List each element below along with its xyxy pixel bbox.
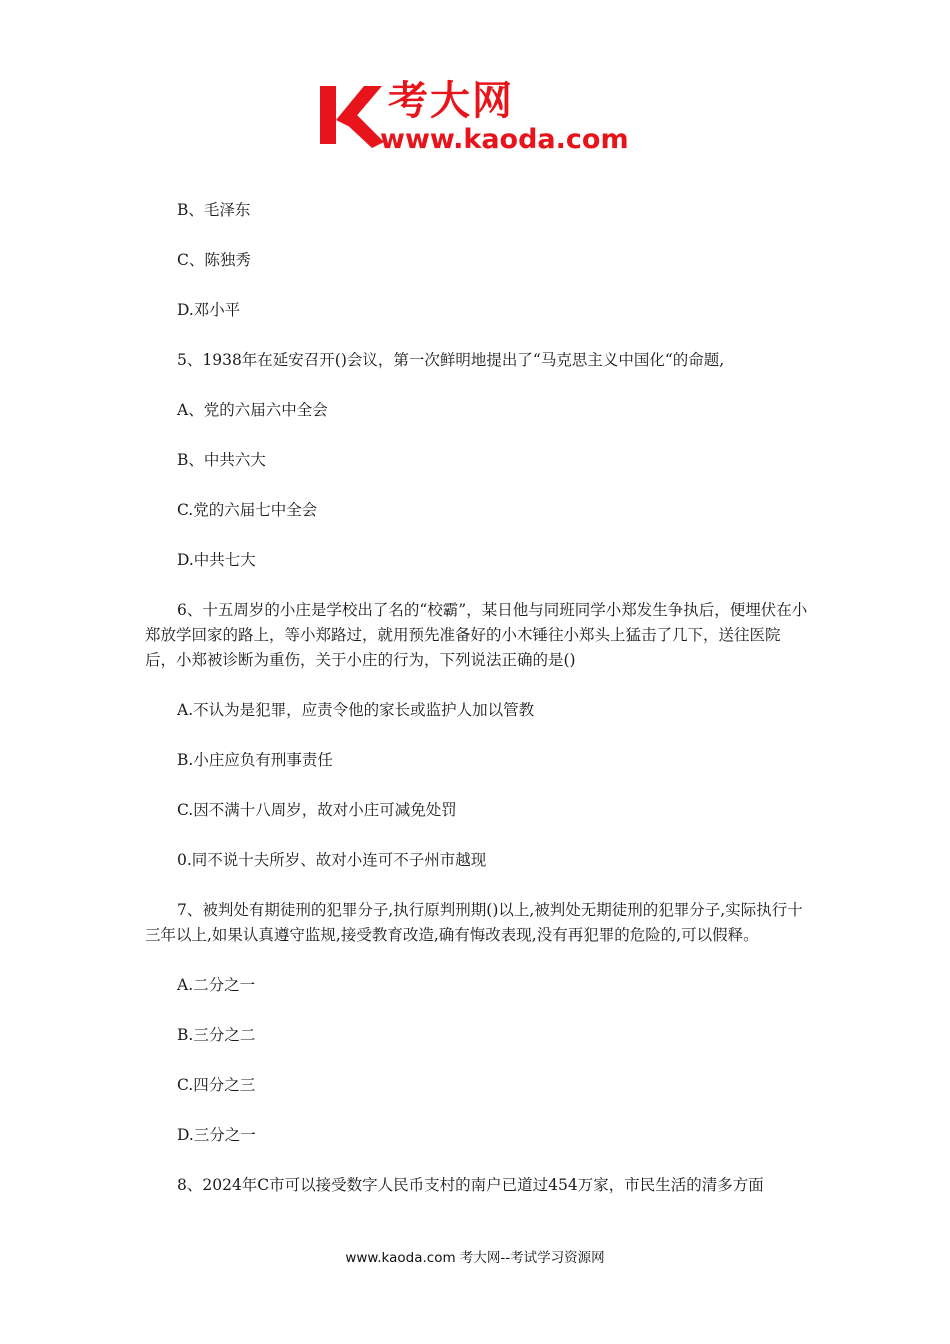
question-text: 7、被判处有期徒刑的犯罪分子,执行原判刑期()以上,被判处无期徒刑的犯罪分子,实际执行十三年以上,如果认真遵守监规,接受教育改造,确有悔改表现,没有再犯罪的危险的,可以假释。 — [145, 901, 803, 944]
paragraph-gap — [145, 823, 810, 848]
page-footer: www.kaoda.com 考大网--考试学习资源网 — [345, 1250, 605, 1266]
paragraph-gap — [145, 223, 810, 248]
logo-brand-url: www.kaoda.com — [380, 124, 629, 155]
question-text: 6、十五周岁的小庄是学校出了名的“校霸”，某日他与同班同学小郑发生争执后，便埋伏在小郑放学回家的路上，等小郑路过，就用预先准备好的小木锤往小郑头上猛击了几下，送往医院后，小郑被诊断为重伤，关于小庄的行为，下列说法正确的是() — [145, 601, 808, 669]
paragraph-gap — [145, 873, 810, 898]
answer-option: A.不认为是犯罪，应责令他的家长或监护人加以管教 — [177, 701, 535, 719]
paragraph-gap — [145, 273, 810, 298]
answer-option: B、毛泽东 — [177, 201, 251, 219]
paragraph-gap — [145, 1048, 810, 1073]
answer-option: D.中共七大 — [177, 551, 256, 569]
paragraph-gap — [145, 323, 810, 348]
paragraph-gap — [145, 1098, 810, 1123]
answer-option: B.小庄应负有刑事责任 — [177, 751, 333, 769]
question-text: 5、1938年在延安召开()会议，第一次鲜明地提出了“马克思主义中国化“的命题, — [177, 351, 725, 369]
answer-option: D.邓小平 — [177, 301, 241, 319]
k-logo-icon — [318, 80, 388, 150]
paragraph-gap — [145, 423, 810, 448]
answer-option: B.三分之二 — [177, 1026, 256, 1044]
site-logo — [318, 80, 638, 160]
answer-option: C、陈独秀 — [177, 251, 251, 269]
paragraph-gap — [145, 948, 810, 973]
paragraph-gap — [145, 473, 810, 498]
paragraph-gap — [145, 723, 810, 748]
question-text: 8、2024年C市可以接受数字人民币支村的南户已道过454万家，市民生活的清多方面 — [177, 1176, 764, 1194]
paragraph-gap — [145, 998, 810, 1023]
paragraph-gap — [145, 673, 810, 698]
answer-option: A、党的六届六中全会 — [177, 401, 328, 419]
paragraph-gap — [145, 773, 810, 798]
paragraph-gap — [145, 373, 810, 398]
answer-option: D.三分之一 — [177, 1126, 256, 1144]
answer-option: A.二分之一 — [177, 976, 256, 994]
paragraph-gap — [145, 573, 810, 598]
answer-option: B、中共六大 — [177, 451, 266, 469]
paragraph-gap — [145, 523, 810, 548]
document-body — [145, 198, 810, 1198]
answer-option: C.因不满十八周岁，故对小庄可减免处罚 — [177, 801, 457, 819]
answer-option: C.四分之三 — [177, 1076, 256, 1094]
logo-brand-cn: 考大网 — [388, 78, 514, 124]
paragraph-gap — [145, 1148, 810, 1173]
answer-option: 0.同不说十夫所岁、故对小连可不子州市越现 — [177, 851, 487, 869]
answer-option: C.党的六届七中全会 — [177, 501, 318, 519]
